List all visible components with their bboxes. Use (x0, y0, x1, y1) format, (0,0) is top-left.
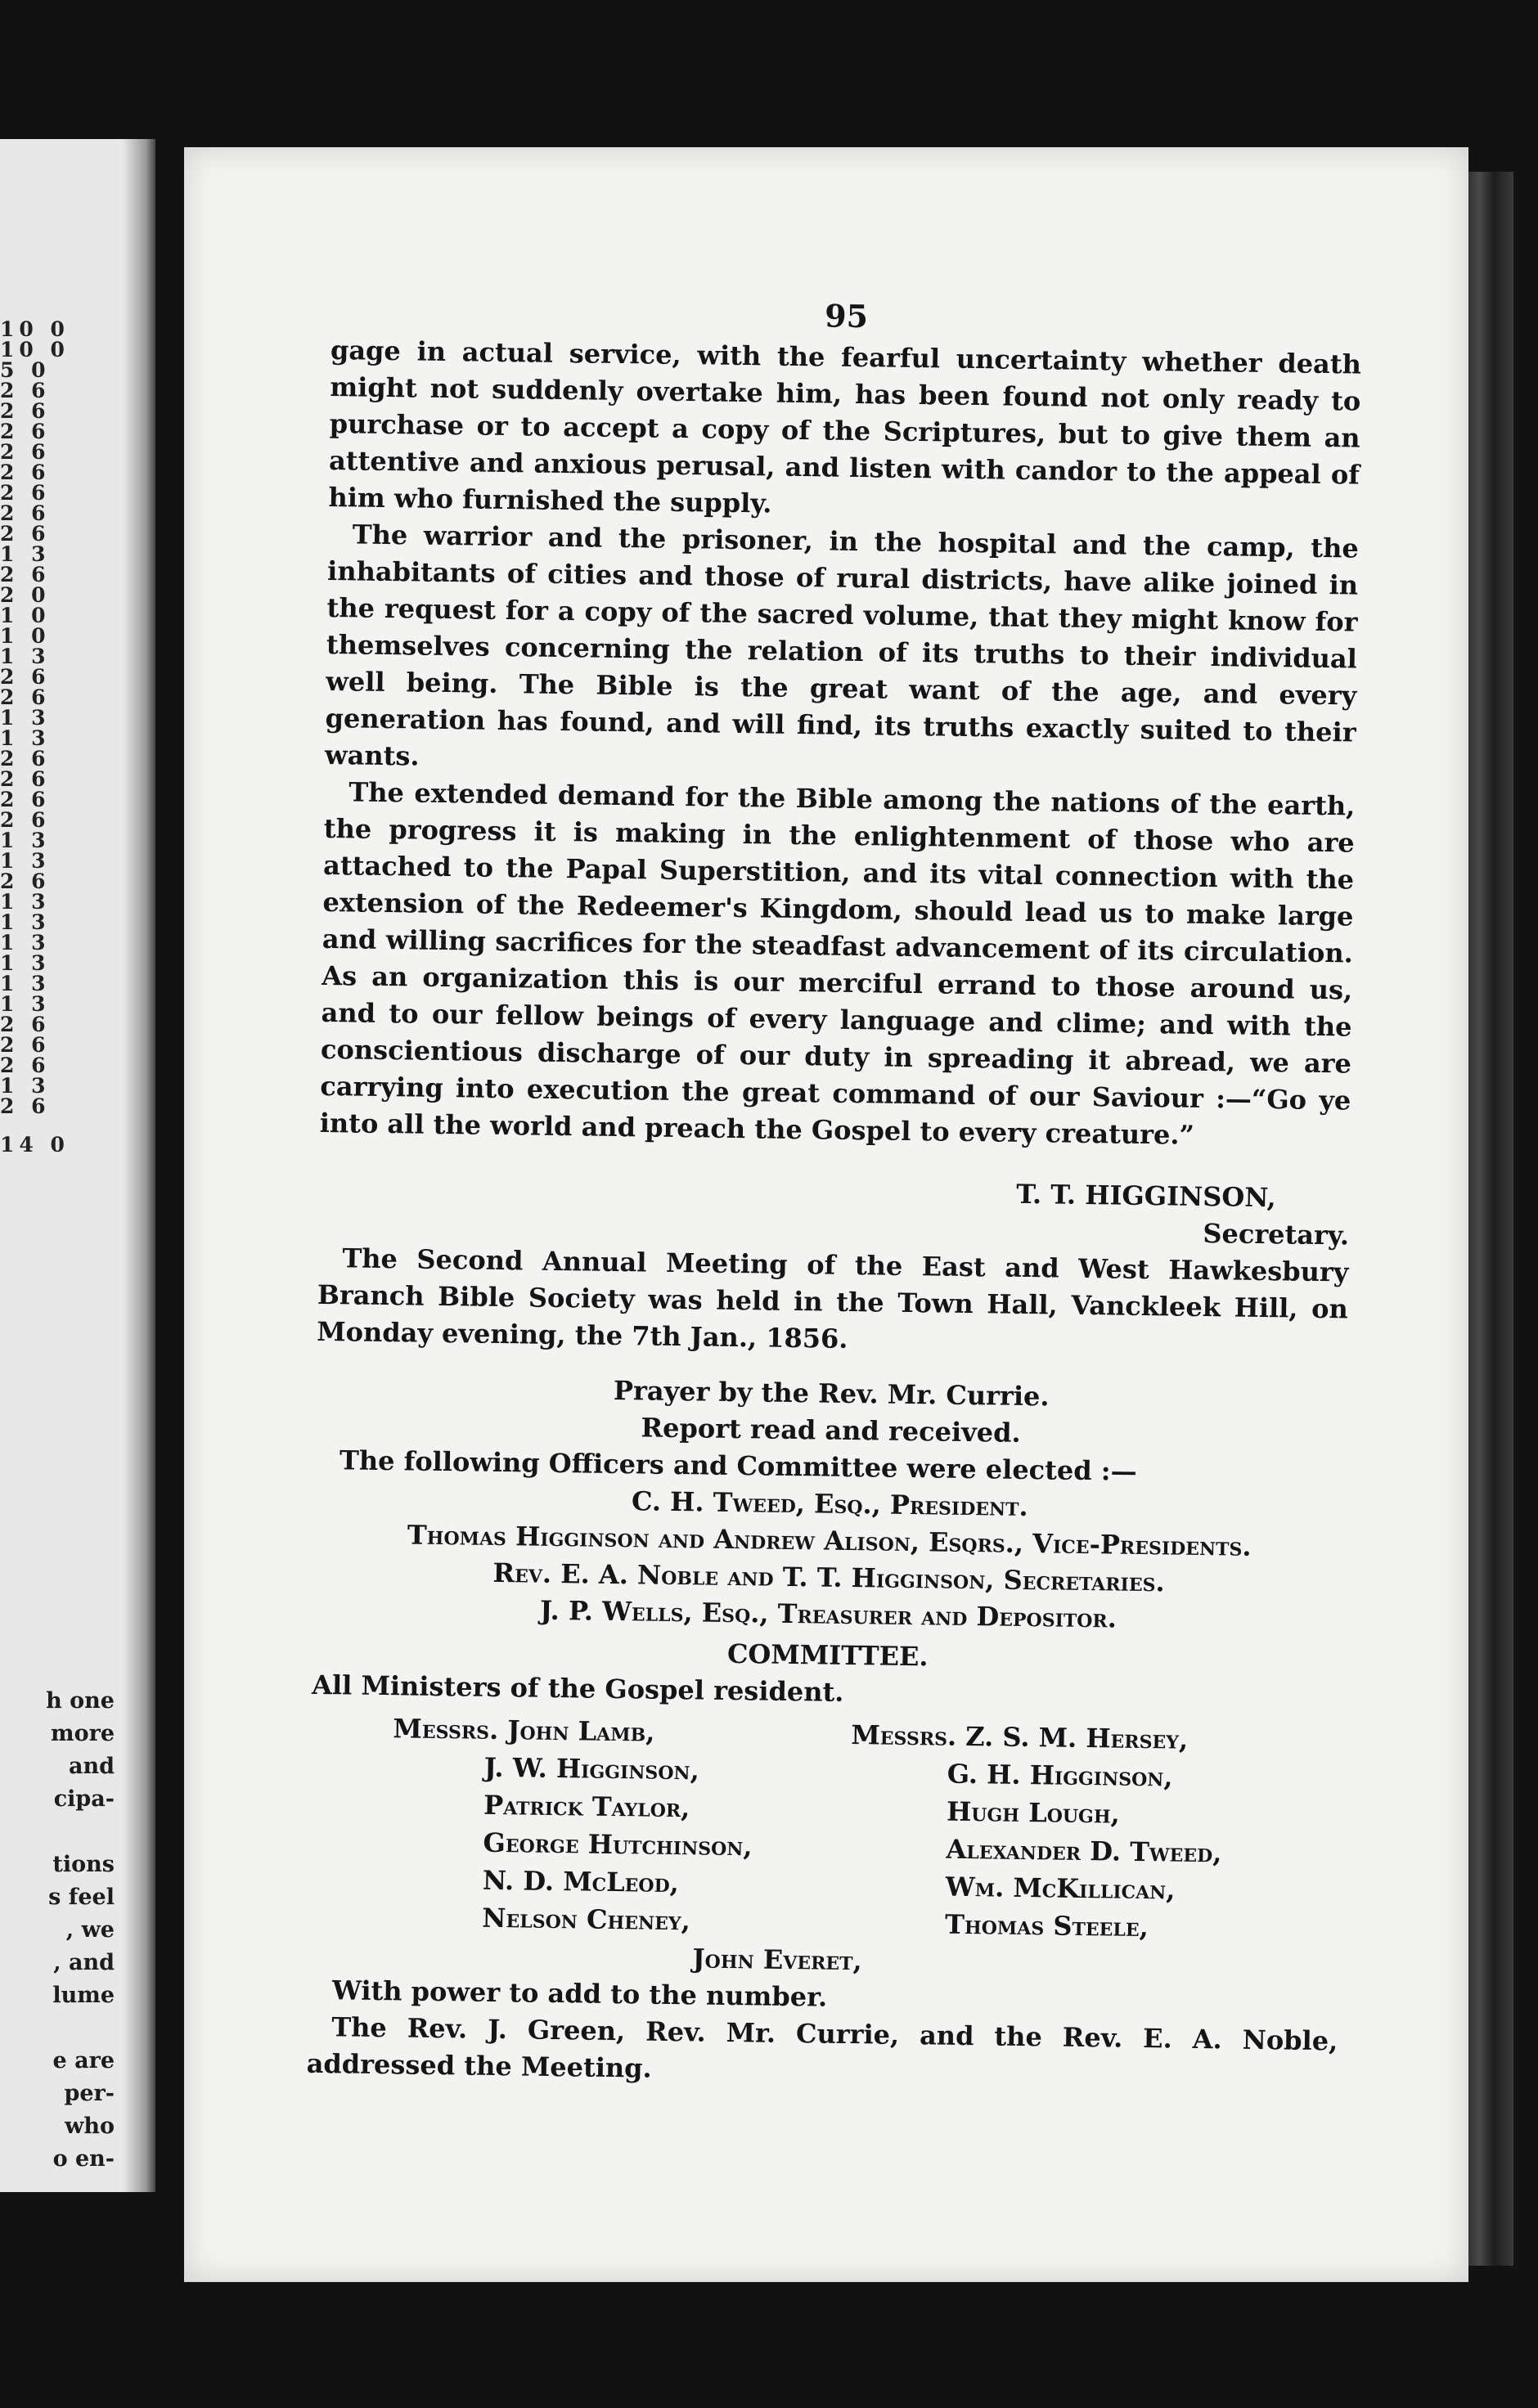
page-number: 95 (824, 297, 869, 335)
committee-member: G. H. Higginson, (947, 1758, 1173, 1793)
book-edge (1464, 172, 1513, 2266)
committee-member: Alexander D. Tweed, (946, 1833, 1222, 1869)
figure-entry: 2 0 (0, 583, 51, 607)
figure-entry: 1 3 (0, 829, 51, 852)
figure-entry: 2 6 (0, 685, 51, 709)
figure-entry: 2 6 (0, 379, 51, 402)
figure-entry: 1 3 (0, 706, 51, 730)
committee-note: All Ministers of the Gospel resident. (311, 1669, 844, 1708)
figure-entry: 2 6 (0, 788, 51, 811)
officer-treasurer: J. P. Wells, Esq., Treasurer and Depositor. (539, 1594, 1118, 1634)
figure-entry: 10 0 (0, 317, 70, 341)
figure-entry: 2 6 (0, 420, 51, 443)
committee-member: Thomas Steele, (944, 1908, 1149, 1943)
facing-page (0, 139, 155, 2192)
closing-paragraph: The Rev. J. Green, Rev. Mr. Currie, and the Rev. E. A. Noble, addressed the Meeting. (306, 2011, 1338, 2084)
figure-entry: 2 6 (0, 747, 51, 770)
committee-list (308, 1709, 1342, 1949)
committee-member: George Hutchinson, (483, 1826, 753, 1862)
officers-intro: The following Officers and Committee were elected :— (339, 1444, 1137, 1487)
text-fragment: h one (46, 1688, 115, 1714)
figure-entry: 2 6 (0, 501, 51, 525)
text-fragment: , we (65, 1917, 115, 1943)
text-fragment: and (68, 1754, 115, 1779)
figure-entry: 2 6 (0, 665, 51, 689)
text-fragment (0, 2012, 115, 2045)
figure-entry: 1 3 (0, 849, 51, 873)
meeting-intro: The Second Annual Meeting of the East and West Hawkesbury Branch Bible Society was held in the Town Hall, Vanckleek Hill, on Monday evening, the 7th Jan., 1856. (316, 1242, 1349, 1354)
figure-entry: 2 6 (0, 1033, 51, 1057)
officer-secretaries: Rev. E. A. Noble and T. T. Higginson, Secretaries. (492, 1557, 1165, 1598)
text-fragment: tions (52, 1852, 115, 1877)
text-fragment: o en- (52, 2146, 115, 2172)
prayer-line: Prayer by the Rev. Mr. Currie. (613, 1374, 1050, 1413)
figure-entry: 2 6 (0, 1094, 51, 1118)
signature-name: T. T. HIGGINSON, (1016, 1178, 1276, 1214)
text-fragment: who (65, 2114, 115, 2139)
committee-member: J. W. Higginson, (483, 1751, 700, 1786)
figure-entry: 1 3 (0, 726, 51, 750)
text-fragment (0, 1816, 115, 1849)
paragraph-1: gage in actual service, with the fearful uncertainty whether death might not suddenly overtake him, has been found not only ready to purchase or to accept a copy of the Scriptures, but to give them an attentive and anxious perusal, and listen with candor to the appeal of him who furnished the supply. (328, 334, 1362, 519)
committee-member: N. D. McLeod, (482, 1864, 680, 1899)
power-note: With power to add to the number. (331, 1974, 828, 2013)
figure-entry: 1 3 (0, 890, 51, 914)
text-fragment: e are (52, 2048, 115, 2073)
figure-entry: 1 0 (0, 604, 51, 627)
text-fragment: more (51, 1721, 115, 1746)
figure-entry: 10 0 (0, 338, 70, 362)
figure-entry: 1 3 (0, 1074, 51, 1098)
committee-member: Patrick Taylor, (483, 1789, 690, 1824)
committee-member: John Everet, (692, 1943, 862, 1977)
figure-entry: 1 3 (0, 910, 51, 934)
figure-entry: 2 6 (0, 1054, 51, 1077)
figure-entry: 1 3 (0, 992, 51, 1016)
committee-column-2 (848, 1716, 1342, 1948)
committee-member: Messrs. John Lamb, (393, 1713, 655, 1748)
figure-entry: 5 0 (0, 358, 51, 382)
committee-member: Nelson Cheney, (481, 1902, 691, 1937)
figure-entry: 1 3 (0, 972, 51, 995)
page-content (306, 290, 1361, 2096)
figure-entry: 1 3 (0, 951, 51, 975)
figure-entry: 2 6 (0, 563, 51, 586)
figure-entry: 2 6 (0, 522, 51, 546)
text-fragment: cipa- (53, 1786, 115, 1812)
figure-entry: 2 6 (0, 399, 51, 423)
figure-entry: 1 3 (0, 645, 51, 668)
figure-entry: 2 6 (0, 808, 51, 832)
book-page (184, 147, 1468, 2282)
figure-entry: 1 3 (0, 542, 51, 566)
committee-member: Hugh Lough, (946, 1795, 1121, 1830)
figure-entry: 1 3 (0, 931, 51, 955)
text-fragment: , and (53, 1950, 115, 1975)
text-fragment: s feel (48, 1885, 115, 1910)
committee-column-1 (308, 1709, 852, 1942)
figure-entry: 2 6 (0, 869, 51, 893)
figure-entry: 2 6 (0, 481, 51, 505)
paragraph-3: The extended demand for the Bible among the nations of the earth, the progress it is making in the enlightenment of those who are attached to the Papal Superstition, and its vital connection with the extension of the Redeemer's Kingdom, should lead us to make large and willing sacrifices for the steadfast advancement of its circulation. As an organization this is our merciful errand to those around us, and to our fellow beings of every language and clime; and with the conscientious discharge of our duty in spreading it abread, we are carrying into execution the great command of our Saviour :—“Go ye into all the world and preach the Gospel to every creature.” (319, 776, 1356, 1151)
committee-member: Messrs. Z. S. M. Hersey, (851, 1719, 1189, 1755)
committee-heading: COMMITTEE. (726, 1638, 929, 1673)
report-line: Report read and received. (641, 1412, 1021, 1449)
signature-title: Secretary. (1203, 1217, 1350, 1251)
paragraph-2: The warrior and the prisoner, in the hospital and the camp, the inhabitants of cities and those of rural districts, have alike joined in the request for a copy of the sacred volume, that they might know for themselves concerning the relation of its truths to their individual well being. The Bible is the great want of the age, and every generation has found, and will find, its truths exactly suited to their wants. (324, 519, 1359, 772)
text-fragment: per- (64, 2081, 115, 2106)
text-fragment: lume (52, 1983, 115, 2008)
page-gutter (123, 139, 155, 2192)
officer-president: C. H. Tweed, Esq., President. (631, 1485, 1028, 1523)
figure-entry: 2 6 (0, 1013, 51, 1036)
committee-member: Wm. McKillican, (945, 1871, 1176, 1906)
facing-page-figures (0, 317, 70, 1157)
figure-entry: 1 0 (0, 624, 51, 648)
officer-vice-presidents: Thomas Higginson and Andrew Alison, Esqrs., Vice-Presidents. (407, 1519, 1252, 1562)
figure-total: 14 0 (0, 1133, 70, 1157)
figure-entry: 2 6 (0, 440, 51, 464)
figure-entry: 2 6 (0, 460, 51, 484)
facing-page-text-fragments (0, 1685, 115, 2176)
figure-entry: 2 6 (0, 767, 51, 791)
